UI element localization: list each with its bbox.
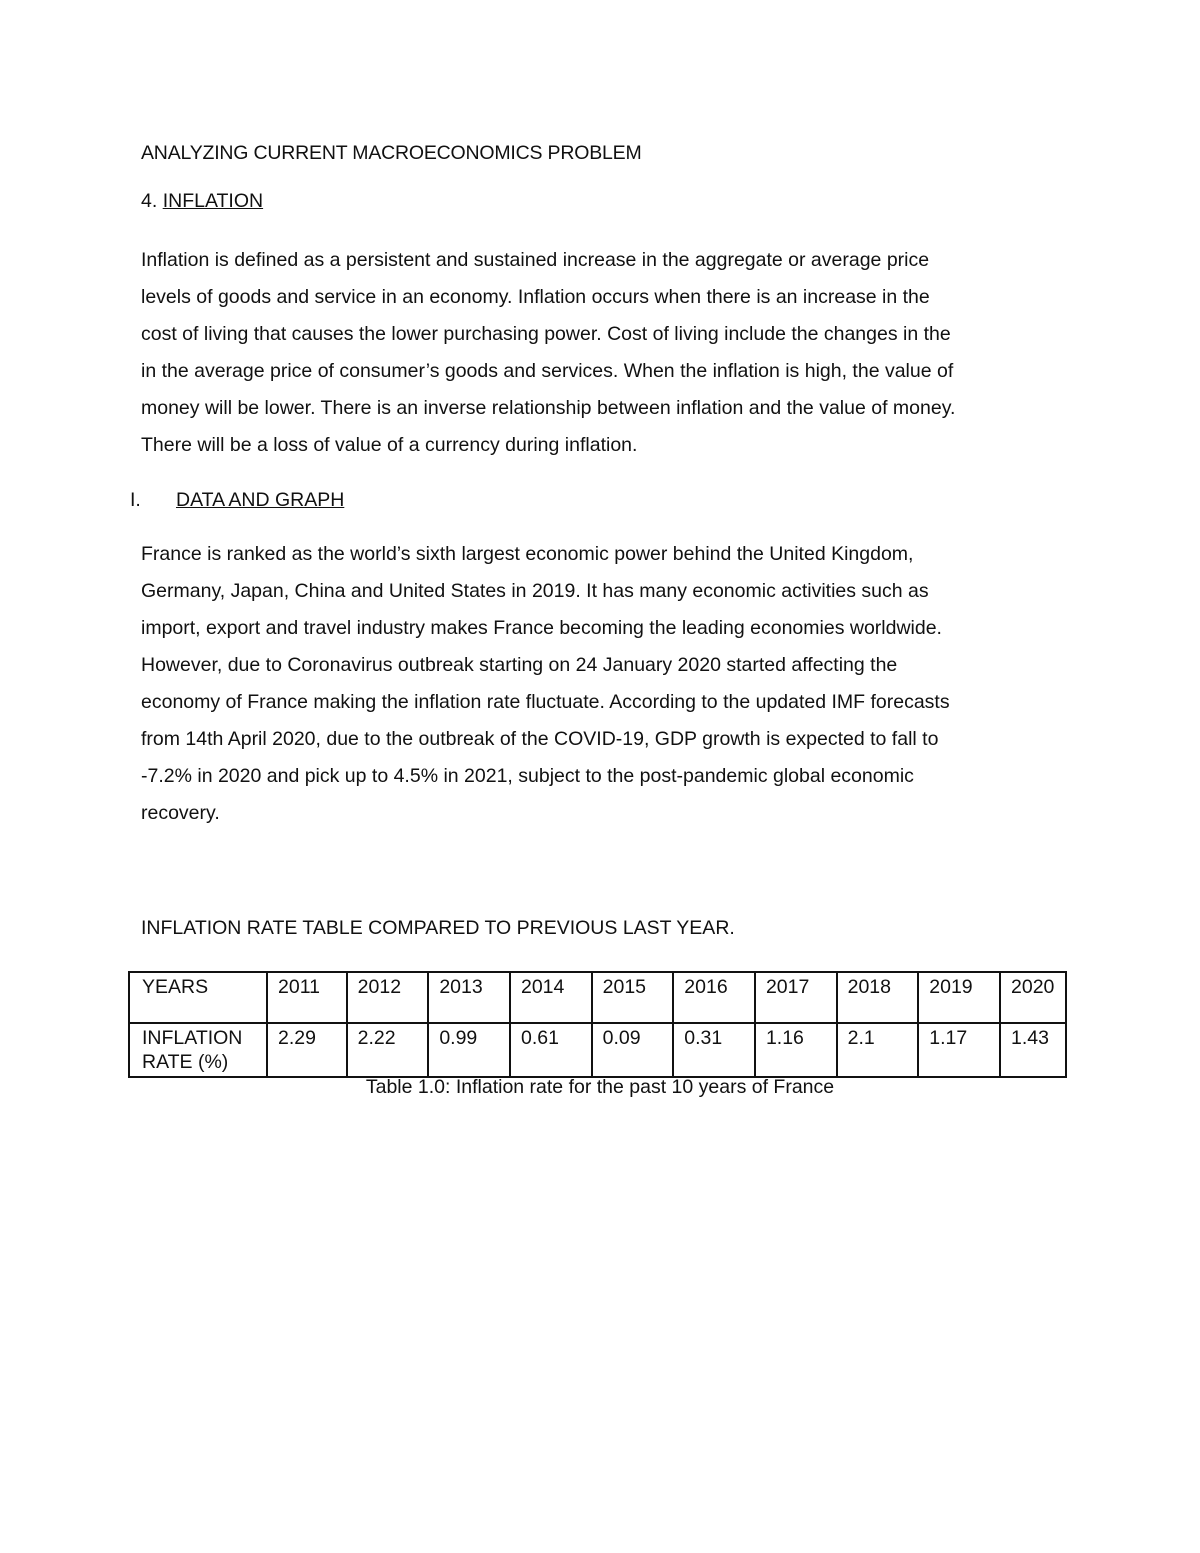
section-heading-data-and-graph bbox=[130, 489, 344, 512]
table-cell-rate: 0.61 bbox=[510, 1023, 592, 1077]
table-cell-rate: 1.43 bbox=[1000, 1023, 1066, 1077]
table-caption: Table 1.0: Inflation rate for the past 10 years of France bbox=[365, 1076, 835, 1098]
table-row-years bbox=[129, 972, 1066, 1023]
table-cell-year: 2015 bbox=[592, 972, 674, 1023]
table-row-label: YEARS bbox=[129, 972, 267, 1023]
table-cell-year: 2013 bbox=[428, 972, 510, 1023]
table-cell-year: 2019 bbox=[918, 972, 1000, 1023]
paragraph-line: money will be lower. There is an inverse relationship between inflation and the value of money. bbox=[141, 397, 956, 419]
paragraph-line: Inflation is defined as a persistent and sustained increase in the aggregate or average price bbox=[141, 249, 930, 271]
table-cell-rate: 1.16 bbox=[755, 1023, 837, 1077]
table-title: INFLATION RATE TABLE COMPARED TO PREVIOUS LAST YEAR. bbox=[141, 917, 735, 939]
section-number: I. bbox=[130, 489, 141, 511]
table-row-label: INFLATION RATE (%) bbox=[129, 1023, 267, 1077]
table-cell-rate: 0.99 bbox=[428, 1023, 510, 1077]
paragraph-line: -7.2% in 2020 and pick up to 4.5% in 2021, subject to the post-pandemic global economic bbox=[141, 765, 914, 787]
paragraph-line: import, export and travel industry makes France becoming the leading economies worldwide. bbox=[141, 617, 942, 639]
paragraph-line: from 14th April 2020, due to the outbreak of the COVID-19, GDP growth is expected to fall to bbox=[141, 728, 939, 750]
paragraph-line: There will be a loss of value of a currency during inflation. bbox=[141, 434, 638, 456]
table-cell-rate: 1.17 bbox=[918, 1023, 1000, 1077]
table-cell-rate: 2.22 bbox=[347, 1023, 429, 1077]
paragraph-line: France is ranked as the world’s sixth largest economic power behind the United Kingdom, bbox=[141, 543, 914, 565]
paragraph-line: Germany, Japan, China and United States in 2019. It has many economic activities such as bbox=[141, 580, 929, 602]
table-cell-year: 2020 bbox=[1000, 972, 1066, 1023]
table-cell-rate: 0.09 bbox=[592, 1023, 674, 1077]
paragraph-line: economy of France making the inflation rate fluctuate. According to the updated IMF forecasts bbox=[141, 691, 950, 713]
section-label: DATA AND GRAPH bbox=[176, 489, 345, 511]
inflation-rate-table bbox=[128, 971, 1067, 1078]
table-cell-rate: 2.1 bbox=[837, 1023, 919, 1077]
paragraph-line: cost of living that causes the lower purchasing power. Cost of living include the changes in the bbox=[141, 323, 951, 345]
inflation-definition-paragraph bbox=[141, 242, 1061, 464]
paragraph-line: in the average price of consumer’s goods and services. When the inflation is high, the value of bbox=[141, 360, 954, 382]
paragraph-line: However, due to Coronavirus outbreak starting on 24 January 2020 started affecting the bbox=[141, 654, 898, 676]
table-cell-year: 2014 bbox=[510, 972, 592, 1023]
table-cell-year: 2016 bbox=[673, 972, 755, 1023]
section-label: INFLATION bbox=[162, 190, 264, 212]
table-cell-rate: 2.29 bbox=[267, 1023, 347, 1077]
paragraph-line: recovery. bbox=[141, 802, 220, 824]
section-number: 4. bbox=[141, 190, 163, 212]
document-title: ANALYZING CURRENT MACROECONOMICS PROBLEM bbox=[141, 142, 642, 164]
table-cell-year: 2012 bbox=[347, 972, 429, 1023]
table-row-rates bbox=[129, 1023, 1066, 1077]
paragraph-line: levels of goods and service in an economy. Inflation occurs when there is an increase in the bbox=[141, 286, 930, 308]
table-cell-year: 2017 bbox=[755, 972, 837, 1023]
table-cell-rate: 0.31 bbox=[673, 1023, 755, 1077]
section-heading-inflation bbox=[141, 190, 263, 213]
table-cell-year: 2018 bbox=[837, 972, 919, 1023]
table-cell-year: 2011 bbox=[267, 972, 347, 1023]
france-economy-paragraph bbox=[141, 536, 1061, 832]
